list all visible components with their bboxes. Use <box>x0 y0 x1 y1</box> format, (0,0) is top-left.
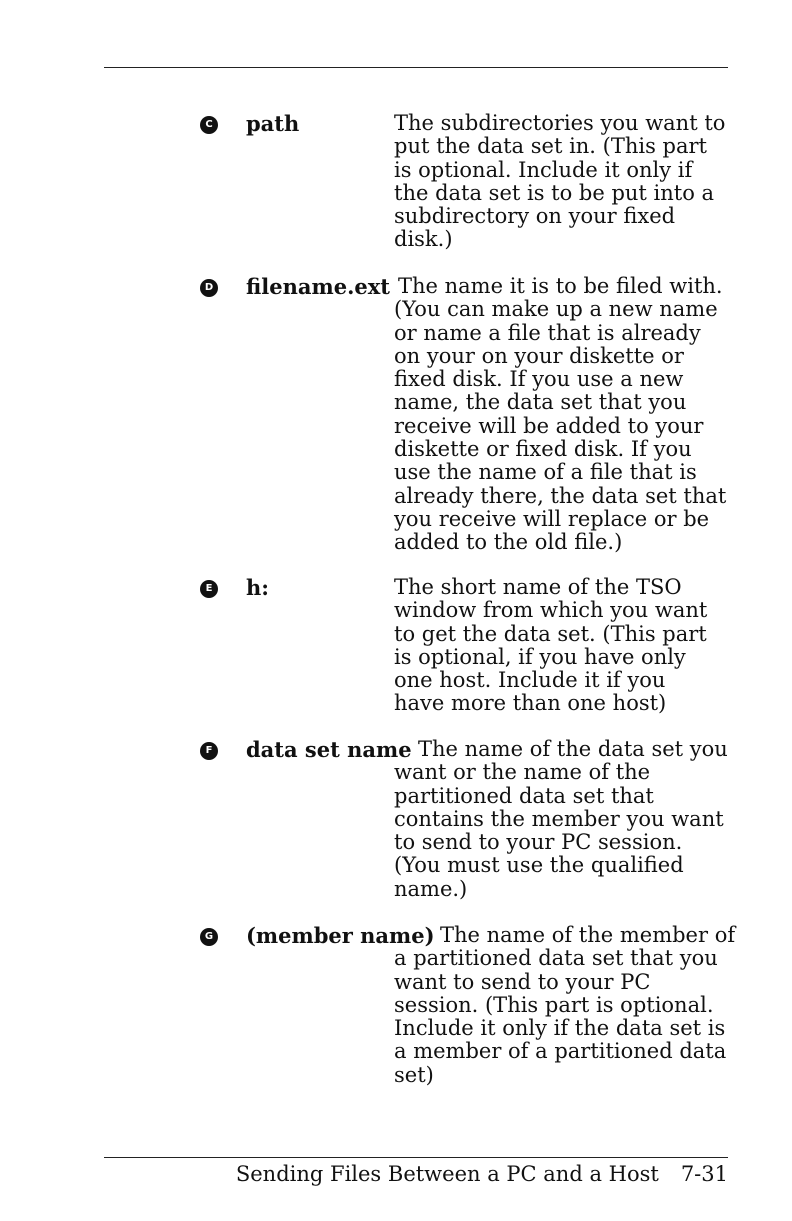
description-line: The name it is to be filed with. <box>398 274 723 298</box>
description-line: name.) <box>394 876 468 901</box>
badge-e-icon: E <box>200 580 218 598</box>
bottom-rule <box>104 1157 728 1158</box>
description-filename-ext <box>394 275 730 555</box>
description-line: added to the old file.) <box>394 530 623 555</box>
description-line: name, the data set that you <box>394 390 687 415</box>
term-path: path <box>246 111 300 136</box>
description-line: (You can make up a new name <box>394 297 718 322</box>
badge-d-icon: D <box>200 279 218 297</box>
entry-member-name <box>200 923 736 1087</box>
description-line: a member of a partitioned data <box>394 1039 727 1064</box>
description-line: you receive will replace or be <box>394 506 710 531</box>
description-line: already there, the data set that <box>394 483 727 508</box>
description-line: disk.) <box>394 227 453 252</box>
page-number: 7-31 <box>680 1162 728 1186</box>
top-rule <box>104 67 728 68</box>
description-member-name <box>394 923 736 1087</box>
badge-c-icon: C <box>200 116 218 134</box>
entry-data-set-name <box>200 738 730 901</box>
term-filename-ext: filename.ext <box>246 274 390 299</box>
description-line: to get the data set. (This part <box>394 621 707 646</box>
description-line: want or the name of the <box>394 760 651 785</box>
term-host: h: <box>246 575 270 600</box>
description-line: one host. Include it if you <box>394 668 666 693</box>
description-line: diskette or fixed disk. If you <box>394 437 692 462</box>
description-line: is optional. Include it only if <box>394 157 693 182</box>
description-line: a partitioned data set that you <box>394 946 718 971</box>
description-line: The short name of the TSO <box>394 575 682 599</box>
description-line: subdirectory on your fixed <box>394 204 676 229</box>
description-line: use the name of a file that is <box>394 460 697 485</box>
description-line: The name of the member of <box>440 923 736 947</box>
entry-host <box>200 576 730 716</box>
page-footer <box>236 1162 728 1186</box>
description-line: set) <box>394 1062 434 1087</box>
description-line: The subdirectories you want to <box>394 111 726 135</box>
description-line: partitioned data set that <box>394 783 654 808</box>
term-member-name: (member name) <box>246 923 435 948</box>
badge-f-icon: F <box>200 742 218 760</box>
description-line: put the data set in. (This part <box>394 134 707 159</box>
description-line: to send to your PC session. <box>394 830 683 855</box>
description-line: have more than one host) <box>394 691 667 716</box>
description-line: on your on your diskette or <box>394 343 684 368</box>
entry-filename-ext <box>200 275 730 555</box>
footer-title: Sending Files Between a PC and a Host <box>235 1162 659 1186</box>
description-line: is optional, if you have only <box>394 644 686 669</box>
description-line: contains the member you want <box>394 806 724 831</box>
description-line: session. (This part is optional. <box>394 992 714 1017</box>
description-line: (You must use the qualified <box>394 853 684 878</box>
description-line: Include it only if the data set is <box>394 1016 726 1041</box>
description-line: fixed disk. If you use a new <box>394 367 684 392</box>
badge-g-icon: G <box>200 928 218 946</box>
description-line: receive will be added to your <box>394 413 704 438</box>
description-host <box>394 576 730 716</box>
entry-path <box>200 112 730 252</box>
description-line: The name of the data set you <box>418 737 728 761</box>
term-data-set-name: data set name <box>246 737 412 762</box>
description-line: want to send to your PC <box>394 969 651 994</box>
description-line: window from which you want <box>394 598 708 623</box>
description-path <box>394 112 730 252</box>
description-line: the data set is to be put into a <box>394 180 715 205</box>
description-data-set-name <box>394 738 730 901</box>
description-line: or name a file that is already <box>394 320 701 345</box>
